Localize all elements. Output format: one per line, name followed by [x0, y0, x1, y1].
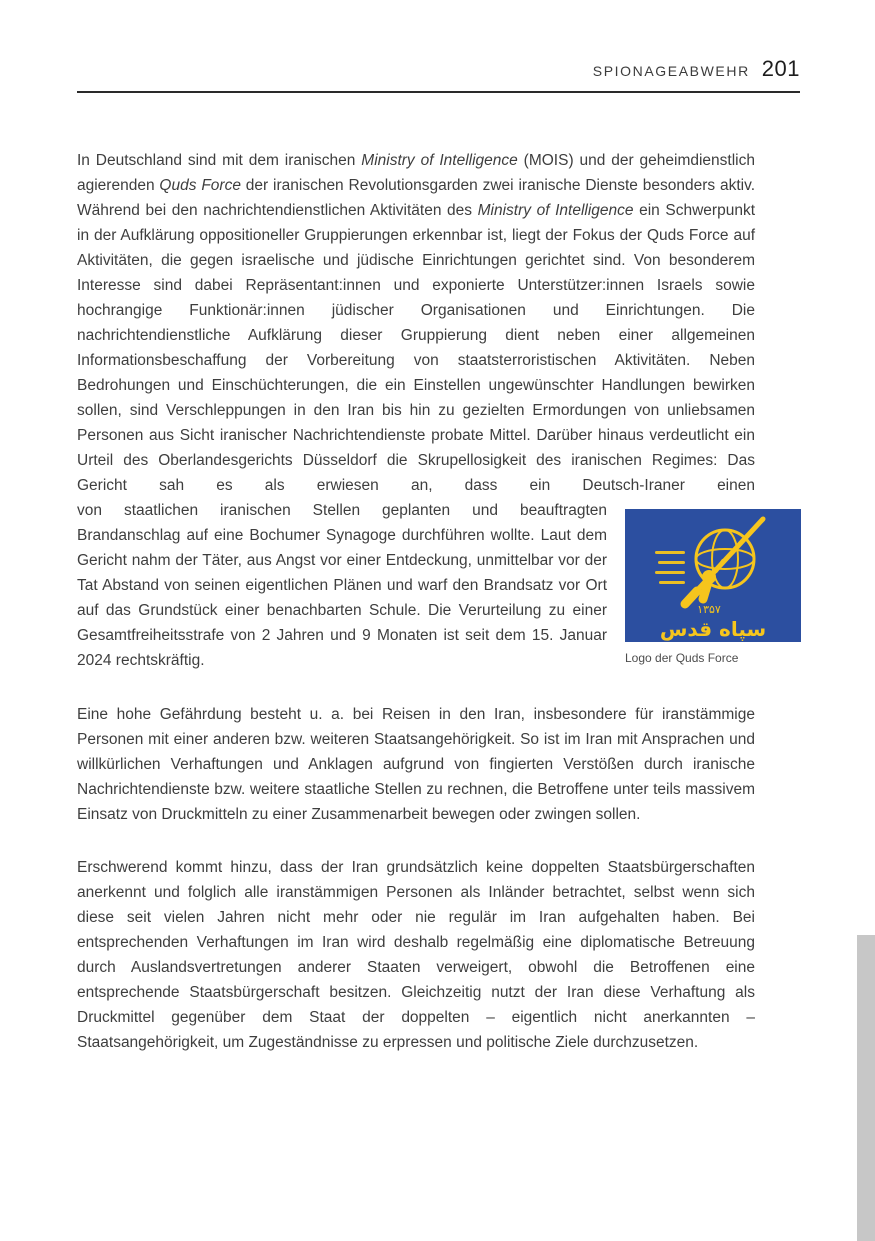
emblem-fist: [702, 570, 716, 584]
emblem-verse-lines: [655, 551, 685, 584]
figure-caption: Logo der Quds Force: [625, 651, 739, 665]
page-header: [77, 0, 800, 82]
text-run: (MOIS) und der geheimdienstlich agierenden: [77, 152, 755, 194]
text-run: In Deutschland sind mit dem iranischen: [77, 152, 362, 169]
text-run-italic: Ministry of Intelligence: [361, 152, 518, 169]
text-run-italic: Quds Force: [159, 177, 241, 194]
text-run-italic: Ministry of Intelligence: [477, 202, 634, 219]
article-body: [77, 148, 800, 1055]
intro-paragraph: [77, 148, 800, 498]
dual-citizenship-paragraph: Erschwerend kommt hinzu, dass der Iran grundsätzlich keine doppelten Staatsbürgerschaften anerkennt und folglich alle iranstämmigen Personen als Inländer betrachtet, selbst wenn sich diese seit vielen Jahren nicht mehr oder nie regulär im Iran aufgehalten haben. Bei entsprechenden Verhaftungen im Iran wird deshalb regelmäßig eine diplomatische Betreuung durch Auslandsvertretungen anderer Staaten verweigert, obwohl die Betroffenen eine entsprechende Staatsbürgerschaft besitzen. Gleichzeitig nutzt der Iran diese Verhaftung als Druckmittel gegenüber dem Staat der doppelten – eigentlich nicht anerkannten – Staatsangehörigkeit, um Zugeständnisse zu erpressen und politische Ziele durchzusetzen.: [77, 859, 755, 1051]
wrapped-paragraph: von staatlichen iranischen Stellen geplanten und beauftragten Brandanschlag auf eine Bochumer Synagoge durchführen wollte. Laut dem Gericht nahm der Täter, aus Angst vor einer Entdeckung, unmittelbar vor der Tat Abstand von seinen eigentlichen Plänen und warf den Brandsatz vor Ort auf das Grundstück einer benachbarten Schule. Die Verurteilung zu einer Gesamtfreiheitsstrafe von 2 Jahren und 9 Monaten ist seit dem 15. Januar 2024 rechtskräftig.: [77, 502, 607, 669]
header-rule: [77, 91, 800, 93]
quds-force-logo-figure: [625, 509, 801, 642]
travel-risk-paragraph: Eine hohe Gefährdung besteht u. a. bei Reisen in den Iran, insbesondere für iranstämmige Personen mit einer anderen bzw. weiteren Staatsangehörigkeit. So ist im Iran mit Ansprachen und willkürlichen Verhaftungen und Anklagen aufgrund von fingierten Verstößen durch iranische Nachrichtendienste bzw. weitere staatliche Stellen zu rechnen, die Betroffene unter teils massivem Einsatz von Druckmitteln zu einer Zusammenarbeit bewegen oder zwingen sollen.: [77, 706, 755, 823]
irgc-emblem-icon: [625, 509, 801, 642]
logo-year-text: ۱۳۵۷: [697, 603, 721, 616]
text-run: ein Schwerpunkt in der Aufklärung oppositioneller Gruppierungen erkennbar ist, liegt der Fokus der Quds Force auf Aktivitäten, die gegen israelische und jüdische Einrichtungen gerichtet sind. Von besonderem Interesse sind dabei Repräsentant:innen und exponierte Unterstützer:innen Israels sowie hochrangige Funktionär:innen jüdischer Organisationen und Einrichtungen. Die nachrichtendienstliche Aufklärung dieser Gruppierung dient neben einer allgemeinen Informationsbeschaffung der Vorbereitung von staatsterroristischen Aktivitäten. Neben Bedrohungen und Einschüchterungen, die ein Einstellen ungewünschter Handlungen bewirken sollen, sind Verschleppungen in den Iran bis hin zu gezielten Ermordungen von unliebsamen Personen aus Sicht iranischer Nachrichtendienste probate Mittel. Darüber hinaus verdeutlicht ein Urteil des Oberlandesgerichts Düsseldorf die Skrupellosigkeit des iranischen Regimes: Das Gericht sah es als erwiesen an, dass ein Deutsch-Iraner einen: [77, 202, 755, 494]
page-content: [77, 0, 800, 1055]
chapter-edge-tab: [857, 935, 875, 1241]
section-title: SPIONAGEABWEHR: [592, 63, 750, 79]
text-run: der iranischen Revolutionsgarden zwei iranische Dienste besonders aktiv. Während bei den nachrichtendienstlichen Aktivitäten des: [77, 177, 755, 219]
logo-bottom-text: سپاه قدس: [659, 617, 767, 641]
page-number: 201: [761, 56, 800, 81]
paragraph-with-figure: [77, 498, 800, 674]
